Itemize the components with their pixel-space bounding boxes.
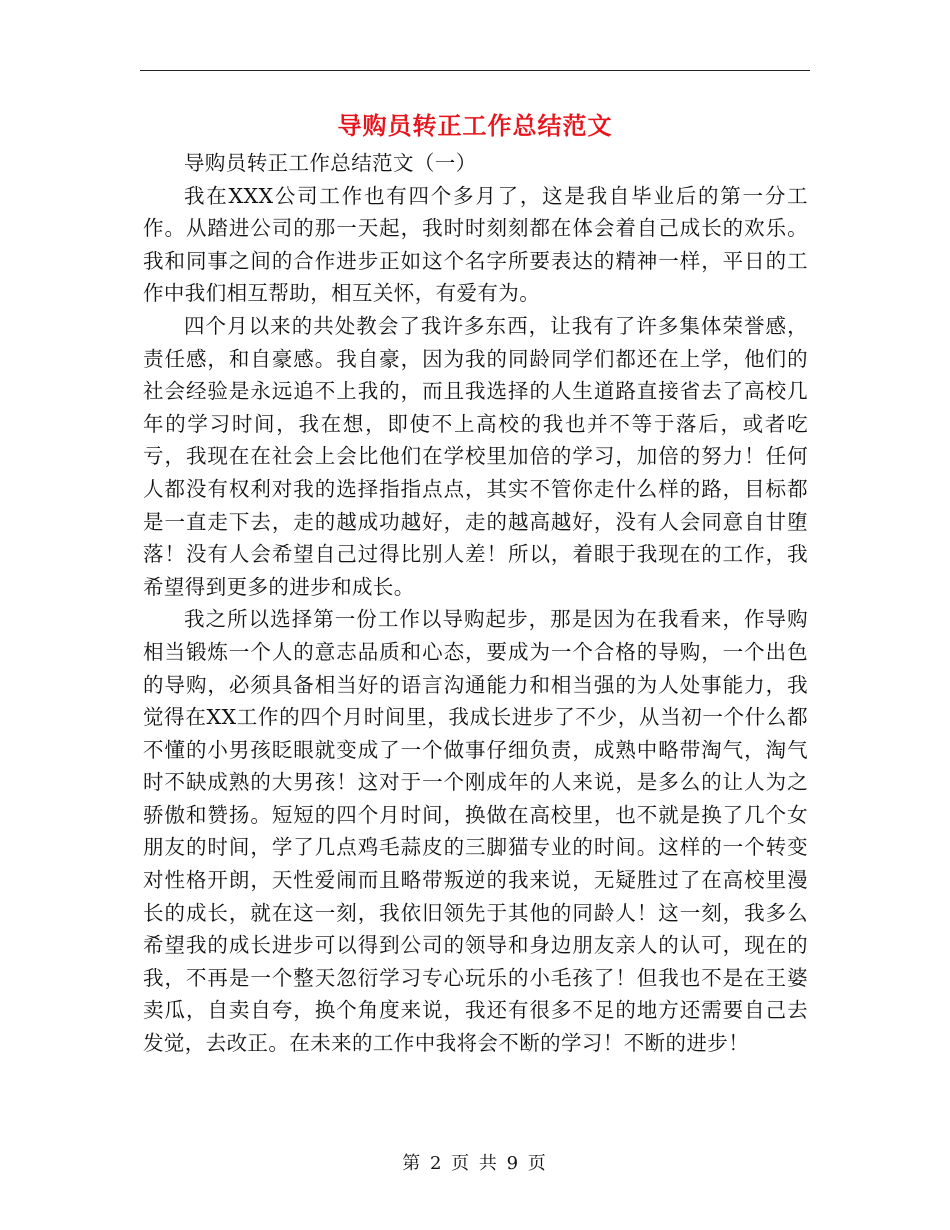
paragraph-3: 我之所以选择第一份工作以导购起步，那是因为在我看来，作导购相当锻炼一个人的意志品质和心态，要成为一个合格的导购，一个出色的导购，必须具备相当好的语言沟通能力和相当强的为人处事能力，我觉得在XX工作的四个月时间里，我成长进步了不少，从当初一个什么都不懂的小男孩眨眼就变成了一个做事仔细负责，成熟中略带淘气，淘气时不缺成熟的大男孩！这对于一个刚成年的人来说，是多么的让人为之骄傲和赞扬。短短的四个月时间，换做在高校里，也不就是换了几个女朋友的时间，学了几点鸡毛蒜皮的三脚猫专业的时间。这样的一个转变对性格开朗，天性爱闹而且略带叛逆的我来说，无疑胜过了在高校里漫长的成长，就在这一刻，我依旧领先于其他的同龄人！这一刻，我多么希望我的成长进步可以得到公司的领导和身边朋友亲人的认可，现在的我，不再是一个整天忽衍学习专心玩乐的小毛孩了！但我也不是在王婆卖瓜，自卖自夸，换个角度来说，我还有很多不足的地方还需要自己去发觉，去改正。在未来的工作中我将会不断的学习！不断的进步！ [143,607,808,1056]
document-title: 导购员转正工作总结范文 [337,111,613,140]
paragraph-2: 四个月以来的共处教会了我许多东西，让我有了许多集体荣誉感，责任感，和自豪感。我自豪，因为我的同龄同学们都还在上学，他们的社会经验是永远追不上我的，而且我选择的人生道路直接省去了高校几年的学习时间，我在想，即使不上高校的我也并不等于落后，或者吃亏，我现在在社会上会比他们在学校里加倍的学习，加倍的努力！任何人都没有权利对我的选择指指点点，其实不管你走什么样的路，目标都是一直走下去，走的越成功越好，走的越高越好，没有人会同意自甘堕落！没有人会希望自己过得比别人差！所以，着眼于我现在的工作，我希望得到更多的进步和成长。 [143,313,808,599]
page-number: 第 2 页 共 9 页 [402,1153,548,1174]
header-rule [140,70,810,71]
document-body [143,147,808,1060]
section-heading: 导购员转正工作总结范文（一） [184,151,477,175]
paragraph-1: 我在XXX公司工作也有四个多月了，这是我自毕业后的第一分工作。从踏进公司的那一天起，我时时刻刻都在体会着自己成长的欢乐。我和同事之间的合作进步正如这个名字所要表达的精神一样，平日的工作中我们相互帮助，相互关怀，有爱有为。 [143,183,808,306]
